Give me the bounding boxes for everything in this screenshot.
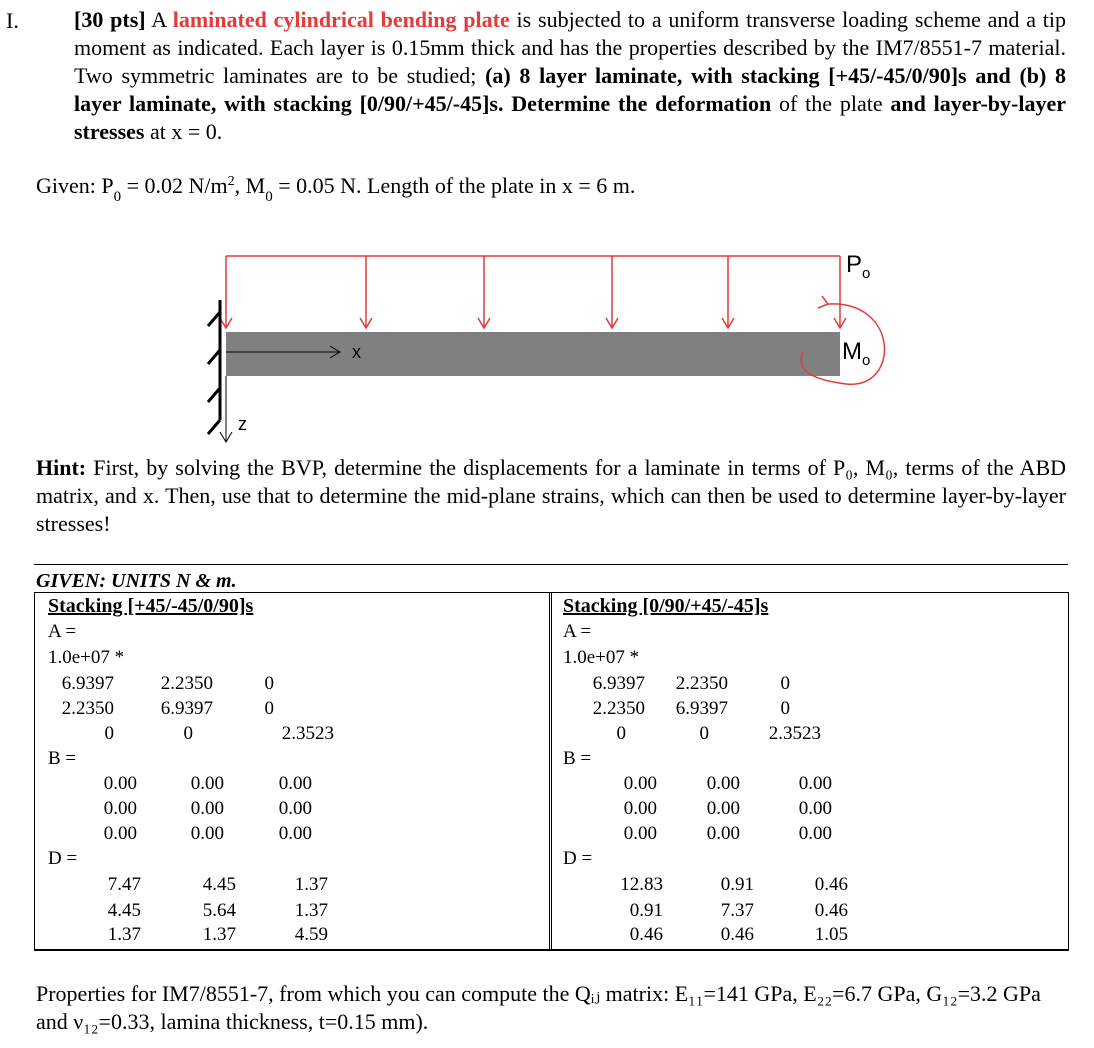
plate [226,332,840,376]
left-D-cell: 7.47 [107,874,141,895]
right-B-cell: 0.00 [623,798,657,819]
right-A-cell: 0 [780,673,790,694]
right-A-label: A = [563,621,592,642]
right-B-cell: 0.00 [706,823,740,844]
left-A-cell: 2.2350 [160,673,213,694]
problem-points: [30 pts] [74,7,146,32]
case-a: (a) 8 layer laminate, with stacking [+45/-45/0/90]s [485,63,967,88]
right-B-cell: 0.00 [798,823,832,844]
right-A-cell: 0 [699,723,709,744]
left-A-cell: 2.2350 [61,698,114,719]
material-properties: Properties for IM7/8551-7, from which you can compute the Qᵢⱼ matrix: E₁₁=141 GPa, E₂₂=6.7 GPa, G₁₂=3.2 GPa and ν₁₂=0.33, lamina thickness, t=0.15 mm). [36,981,1041,1034]
right-D-cell: 0.46 [629,924,663,945]
distributed-load [220,256,846,328]
left-A-cell: 0 [104,723,114,744]
x-axis-label: x [352,342,361,362]
problem-text-b: is subjected to a uniform transverse loading scheme and a tip moment as indicated. Each layer is 0.15mm thick and has the properties described by the IM7/8551-7 material. Two symmetric laminates are to be studied; [74,7,1067,88]
left-A-cell: 0 [264,698,274,719]
right-D-cell: 0.91 [629,900,663,921]
left-D-cell: 1.37 [294,900,328,921]
right-B-label: B = [563,748,592,769]
case-and: and [975,63,1011,88]
given-units: GIVEN: UNITS N & m. [36,570,237,592]
moment-label: $M_o$ [842,338,871,369]
left-D-cell: 4.45 [107,900,141,921]
left-B-cell: 0.00 [278,823,312,844]
z-axis-label: z [238,414,247,434]
right-B-cell: 0.00 [623,823,657,844]
right-A-scale: 1.0e+07 * [563,647,640,668]
table-top-rule [34,564,1068,565]
right-B-cell: 0.00 [706,798,740,819]
problem-statement [74,6,1066,146]
right-A-cell: 0 [616,723,626,744]
left-B-cell: 0.00 [278,773,312,794]
right-A-cell: 0 [780,698,790,719]
right-A-cell: 2.3523 [768,723,821,744]
left-D-cell: 1.37 [107,924,141,945]
right-D-label: D = [563,848,593,869]
right-B-cell: 0.00 [798,773,832,794]
left-B-cell: 0.00 [103,773,137,794]
left-B-cell: 0.00 [190,798,224,819]
right-A-cell: 2.2350 [592,698,645,719]
left-D-cell: 5.64 [202,900,236,921]
right-A-cell: 2.2350 [675,673,728,694]
left-B-cell: 0.00 [190,823,224,844]
right-D-cell: 0.46 [720,924,754,945]
left-B-cell: 0.00 [278,798,312,819]
left-A-cell: 6.9397 [61,673,114,694]
right-D-cell: 12.83 [620,874,663,895]
hint-text: First, by solving the BVP, determine the displacements for a laminate in terms of P₀, M₀, terms of the ABD matrix, and x. Then, use that to determine the mid-plane strains, which can then be used to determine layer-by-layer stresses! [36,455,1066,536]
right-D-cell: 0.91 [720,874,754,895]
left-D-cell: 1.37 [202,924,236,945]
z-axis-arrow [220,376,232,442]
left-stacking-title: Stacking [+45/-45/0/90]s [48,595,254,617]
right-D-cell: 1.05 [814,924,848,945]
left-A-scale: 1.0e+07 * [48,647,125,668]
left-A-cell: 0 [264,673,274,694]
case-b: (b) 8 layer laminate, with stacking [0/90/+45/-45]s. Determine the deformation [74,63,1067,116]
problem-number: I. [6,8,19,33]
right-A-cell: 6.9397 [675,698,728,719]
given-line: Given: $P_0 = 0.02$ $N/m^2$, $M_0 = 0.05$ N. Length of the plate in x = 6 m. [36,173,636,205]
left-B-label: B = [48,748,77,769]
problem-highlight: laminated cylindrical bending plate [172,7,510,32]
left-A-cell: 2.3523 [281,723,334,744]
problem-text-end: at x = 0. [149,119,223,144]
left-D-label: D = [48,848,78,869]
left-A-cell: 0 [183,723,193,744]
left-B-cell: 0.00 [190,773,224,794]
problem-bold-end: and layer-by-layer stresses [74,91,1067,144]
right-D-cell: 0.46 [814,900,848,921]
right-stacking-title: Stacking [0/90/+45/-45]s [563,595,769,617]
wall-support [208,300,220,434]
hint-label: Hint: [36,455,87,480]
problem-text-c: of the plate [779,91,883,116]
beam-figure [190,240,900,450]
left-D-cell: 4.45 [202,874,236,895]
right-D-cell: 7.37 [720,900,754,921]
left-A-label: A = [48,621,77,642]
left-A-cell: 6.9397 [160,698,213,719]
right-laminate-box [549,592,1069,951]
left-D-cell: 4.59 [294,924,328,945]
left-D-cell: 1.37 [294,874,328,895]
left-B-cell: 0.00 [103,798,137,819]
load-label: $P_o$ [846,251,871,282]
right-B-cell: 0.00 [798,798,832,819]
right-D-cell: 0.46 [814,874,848,895]
left-laminate-box [34,592,552,951]
problem-text-a: A [151,7,166,32]
table-bottom-rule [34,949,1068,951]
right-A-cell: 6.9397 [592,673,645,694]
right-B-cell: 0.00 [706,773,740,794]
left-B-cell: 0.00 [103,823,137,844]
right-B-cell: 0.00 [623,773,657,794]
hint [36,454,1066,538]
